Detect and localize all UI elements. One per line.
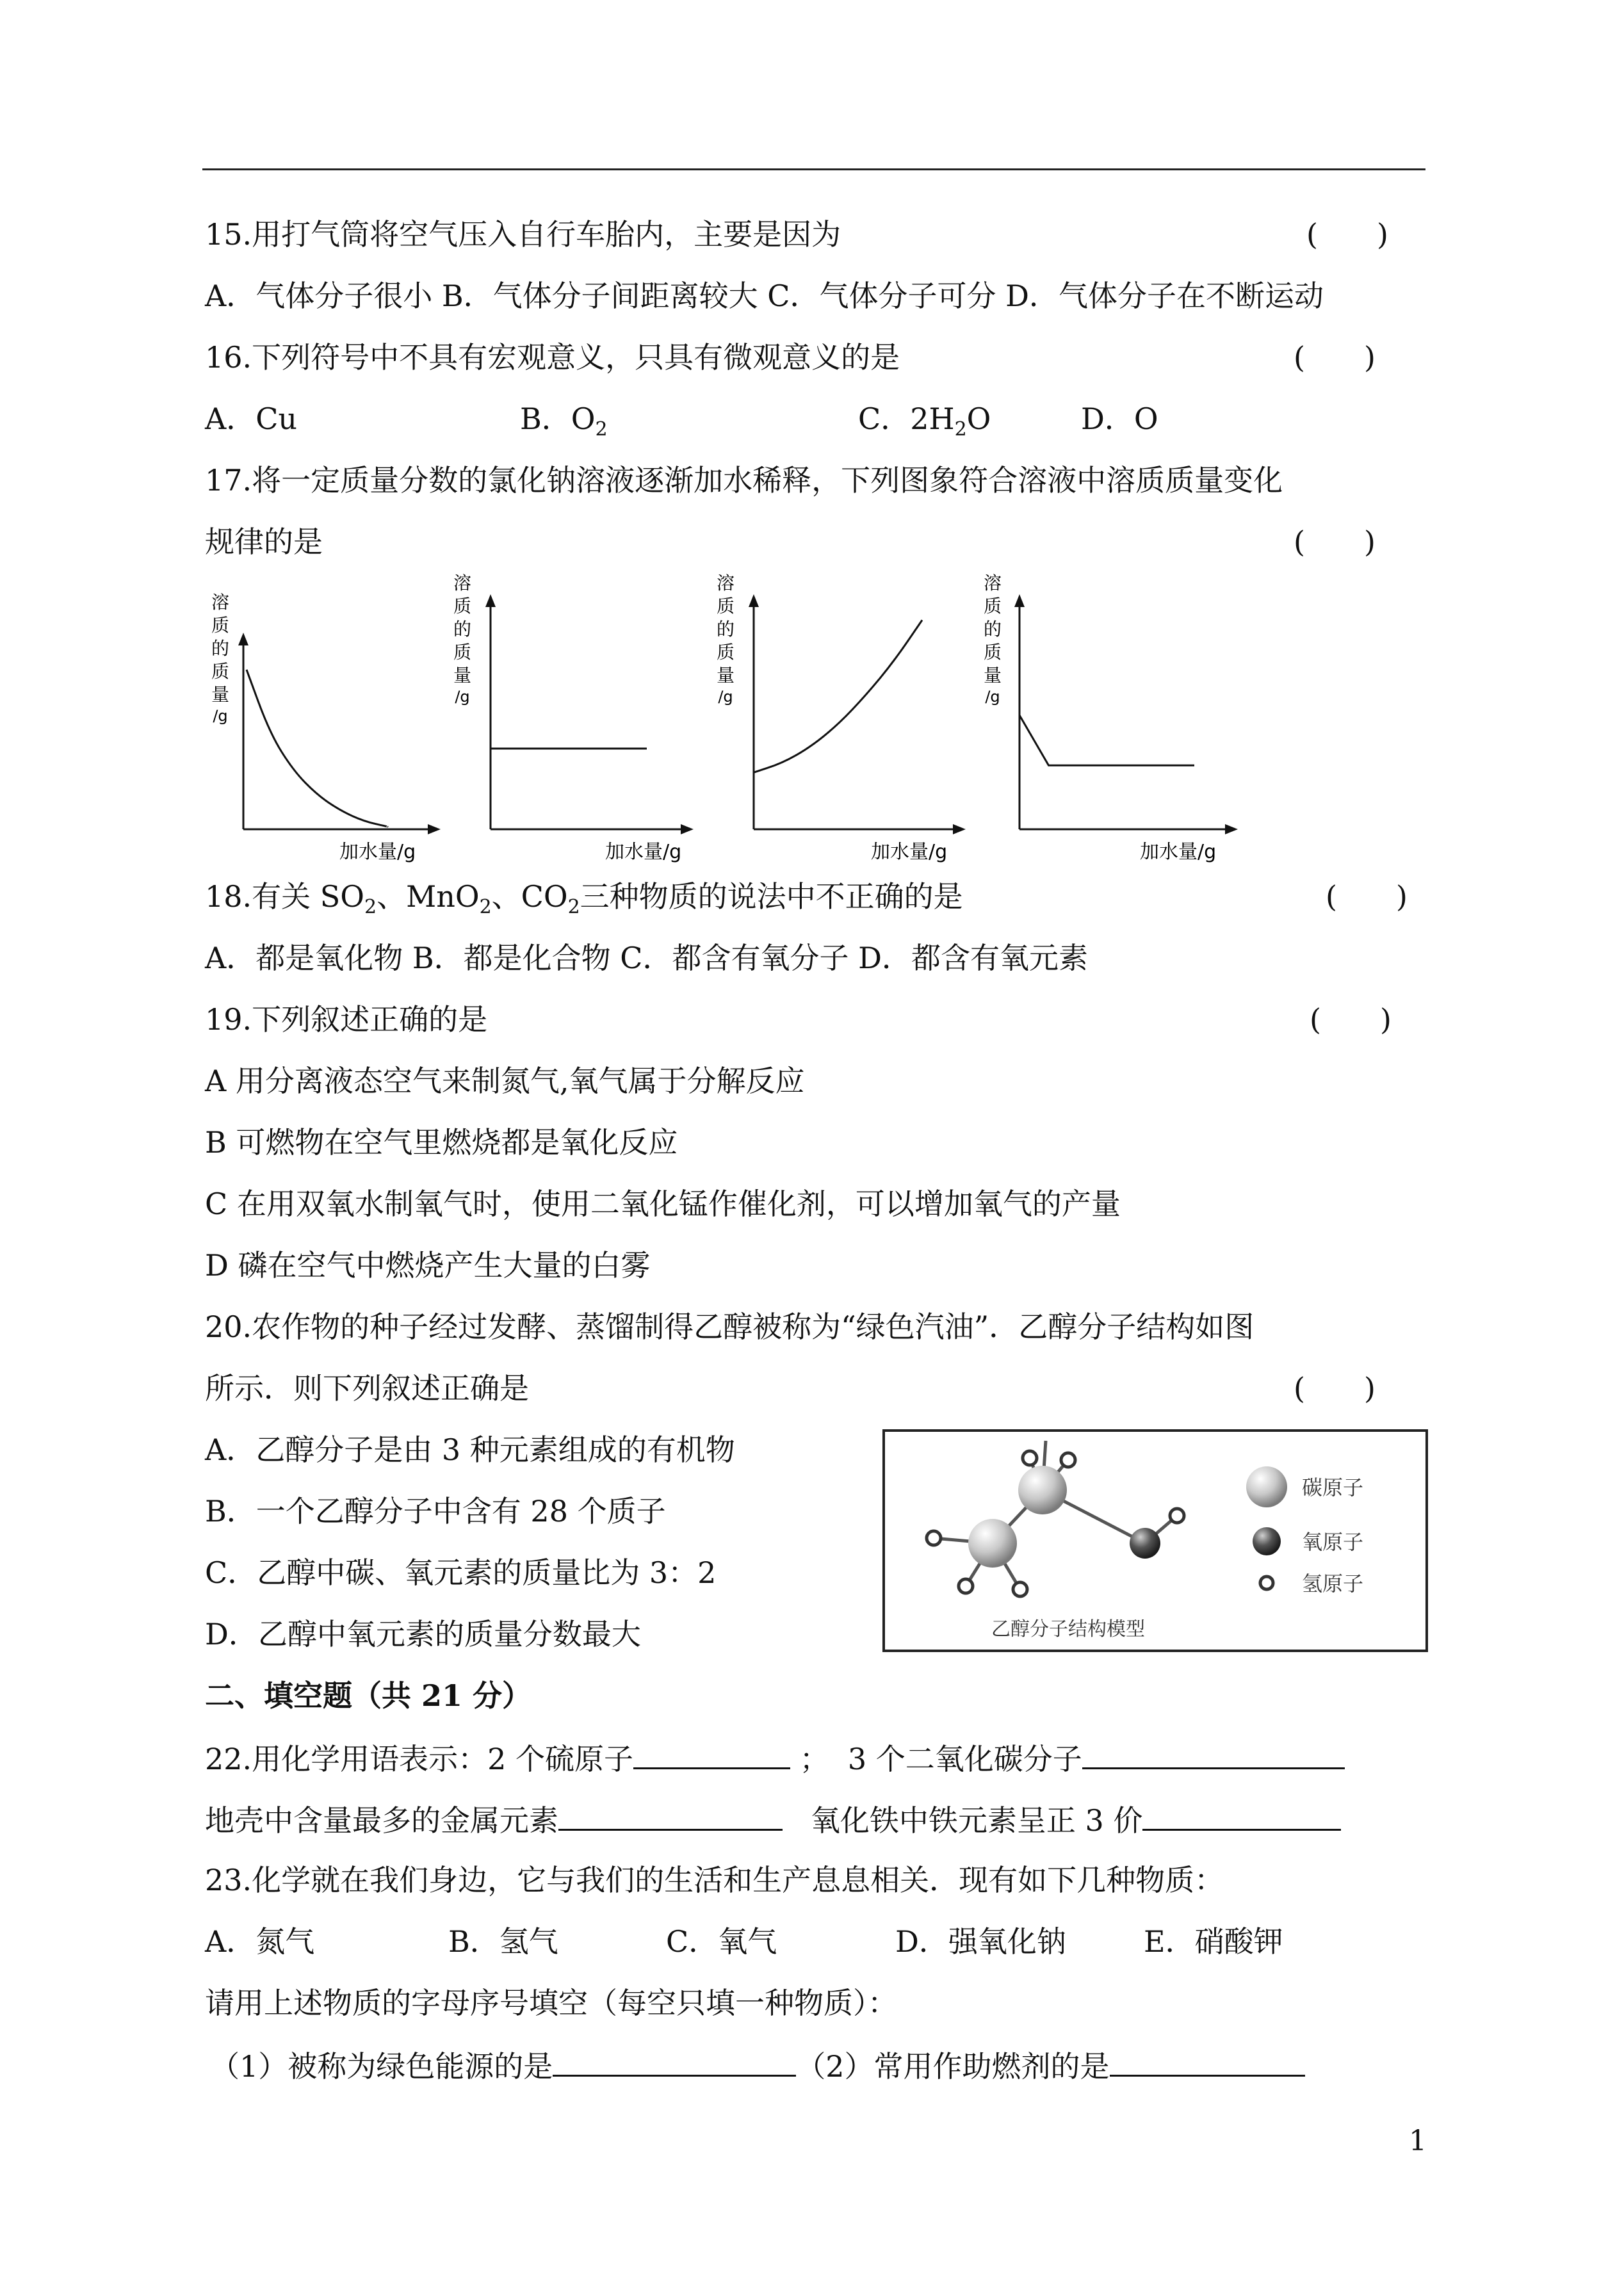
svg-text:/g: /g — [213, 707, 228, 725]
q23-option-d: D．强氧化钠 — [895, 1924, 1066, 1959]
q23-option-c: C．氧气 — [666, 1924, 777, 1959]
svg-text:/g: /g — [455, 688, 470, 706]
x-axis-arrow — [428, 824, 441, 834]
legend-oxygen-label: 氧原子 — [1302, 1530, 1364, 1554]
q16-option-c: C．$2H_2O$ — [858, 401, 991, 441]
q15-answer-paren: ( ) — [1306, 217, 1388, 252]
q20-option-c: C．乙醇中碳、氧元素的质量比为 3：2 — [205, 1555, 717, 1590]
x-axis-label: 加水量/g — [339, 841, 416, 863]
svg-text:量: 量 — [716, 665, 735, 686]
q16-answer-paren: ( ) — [1294, 340, 1376, 375]
q16-option-b: B．$O_2$ — [520, 401, 608, 441]
svg-text:量: 量 — [983, 665, 1002, 686]
q19-stem: 19.下列叙述正确的是 — [205, 1002, 488, 1037]
svg-text:的: 的 — [453, 619, 472, 640]
svg-text:质: 质 — [453, 642, 472, 663]
q19-option-d: D 磷在空气中燃烧产生大量的白雾 — [205, 1248, 651, 1283]
graph-d — [973, 564, 1255, 871]
legend-carbon-label: 碳原子 — [1302, 1475, 1364, 1500]
q20-option-b: B．一个乙醇分子中含有 28 个质子 — [205, 1494, 666, 1529]
svg-text:量: 量 — [453, 665, 472, 686]
x-axis-arrow — [953, 824, 966, 834]
x-axis-label: 加水量/g — [605, 841, 682, 863]
x-axis-label: 加水量/g — [871, 841, 948, 863]
svg-text:溶: 溶 — [983, 572, 1002, 594]
y-axis-arrow — [1014, 594, 1025, 607]
svg-text:的: 的 — [983, 619, 1002, 640]
section-title: 二、填空题（共 21 分） — [205, 1678, 532, 1713]
x-axis-arrow — [1225, 824, 1238, 834]
q20-answer-paren: ( ) — [1294, 1371, 1376, 1406]
hydrogen-atom — [959, 1579, 973, 1593]
q18-answer-paren: ( ) — [1326, 879, 1408, 914]
q17-stem-line2: 规律的是 — [205, 524, 323, 559]
header-rule — [202, 168, 1425, 170]
svg-text:的: 的 — [716, 619, 735, 640]
svg-text:的: 的 — [211, 638, 230, 659]
answer-blank[interactable] — [1110, 2045, 1305, 2077]
y-axis-label — [211, 592, 229, 725]
graph-a — [205, 576, 448, 871]
q23-instruction: 请用上述物质的字母序号填空（每空只填一种物质）： — [205, 1986, 897, 2020]
series-line — [1019, 715, 1194, 765]
q17-answer-paren: ( ) — [1294, 524, 1376, 559]
svg-text:质: 质 — [453, 596, 472, 617]
y-axis-label — [984, 572, 1002, 706]
figure-caption: 乙醇分子结构模型 — [991, 1618, 1145, 1641]
carbon-atom — [1018, 1466, 1067, 1514]
q16-option-a: A．Cu — [205, 401, 298, 436]
q23-option-e: E．硝酸钾 — [1144, 1924, 1283, 1959]
svg-text:溶: 溶 — [211, 592, 230, 613]
answer-blank[interactable] — [1142, 1799, 1341, 1831]
q22-line1: 22.用化学用语表示：2 个硫原子 ； 3 个二氧化碳分子 — [205, 1738, 1345, 1778]
q18-options: A．都是氧化物 B．都是化合物 C．都含有氧分子 D．都含有氧元素 — [205, 941, 1088, 975]
legend-oxygen-icon — [1253, 1527, 1281, 1555]
y-axis-label — [453, 572, 471, 706]
svg-text:质: 质 — [211, 615, 230, 636]
q18-stem: 18.有关 $SO_2$、MnO$_2$、$CO_2$三种物质的说法中不正确的是 — [205, 879, 963, 919]
q20-option-a: A．乙醇分子是由 3 种元素组成的有机物 — [205, 1432, 735, 1467]
y-axis-arrow — [238, 633, 248, 645]
answer-blank[interactable] — [1082, 1738, 1345, 1769]
y-axis-label — [717, 572, 735, 706]
q23-stem: 23.化学就在我们身边，它与我们的生活和生产息息相关．现有如下几种物质： — [205, 1863, 1224, 1897]
q19-answer-paren: ( ) — [1310, 1002, 1392, 1037]
svg-text:/g: /g — [985, 688, 1000, 706]
q17-stem-line1: 17.将一定质量分数的氯化钠溶液逐渐加水稀释，下列图象符合溶液中溶质质量变化 — [205, 463, 1283, 498]
hydrogen-atom — [1061, 1453, 1075, 1467]
answer-blank[interactable] — [633, 1738, 790, 1769]
q20-stem-line2: 所示．则下列叙述正确是 — [205, 1371, 529, 1406]
svg-text:溶: 溶 — [716, 572, 735, 594]
q20-stem-line1: 20.农作物的种子经过发酵、蒸馏制得乙醇被称为“绿色汽油”．乙醇分子结构如图 — [205, 1310, 1255, 1344]
svg-text:质: 质 — [716, 642, 735, 663]
svg-text:质: 质 — [211, 661, 230, 682]
svg-text:量: 量 — [211, 684, 230, 705]
q20-option-d: D．乙醇中氧元素的质量分数最大 — [205, 1617, 641, 1651]
q19-option-a: A 用分离液态空气来制氮气,氧气属于分解反应 — [205, 1064, 805, 1098]
q15-stem: 15.用打气筒将空气压入自行车胎内，主要是因为 — [205, 217, 841, 252]
graph-b — [448, 564, 704, 871]
answer-blank[interactable] — [553, 2045, 796, 2077]
svg-text:溶: 溶 — [453, 572, 472, 594]
q22-line2: 地壳中含量最多的金属元素 氧化铁中铁元素呈正 3 价 — [205, 1799, 1341, 1840]
page-number: 1 — [1409, 2125, 1427, 2157]
x-axis-arrow — [681, 824, 694, 834]
svg-text:质: 质 — [716, 596, 735, 617]
legend-carbon-icon — [1246, 1466, 1287, 1507]
series-line — [754, 620, 922, 772]
y-axis-arrow — [485, 594, 496, 607]
answer-blank[interactable] — [558, 1799, 783, 1831]
series-line — [247, 670, 387, 827]
graph-c — [708, 564, 977, 871]
legend-hydrogen-icon — [1260, 1577, 1273, 1589]
ethanol-model-figure — [882, 1429, 1428, 1652]
q19-option-c: C 在用双氧水制氧气时，使用二氧化锰作催化剂，可以增加氧气的产量 — [205, 1187, 1121, 1221]
svg-text:/g: /g — [718, 688, 733, 706]
hydrogen-atom — [927, 1531, 941, 1545]
q23-subquestions: （1）被称为绿色能源的是 （2）常用作助燃剂的是 — [210, 2045, 1305, 2086]
q16-stem: 16.下列符号中不具有宏观意义，只具有微观意义的是 — [205, 340, 900, 375]
hydrogen-atom — [1023, 1451, 1037, 1465]
hydrogen-atom — [1170, 1509, 1184, 1523]
q23-option-a: A．氮气 — [205, 1924, 315, 1959]
y-axis-arrow — [749, 594, 759, 607]
svg-text:质: 质 — [983, 642, 1002, 663]
legend-hydrogen-label: 氢原子 — [1302, 1571, 1364, 1596]
q19-option-b: B 可燃物在空气里燃烧都是氧化反应 — [205, 1125, 678, 1160]
q15-options: A．气体分子很小 B．气体分子间距离较大 C．气体分子可分 D．气体分子在不断运动 — [205, 279, 1324, 313]
q16-option-d: D．O — [1081, 401, 1158, 436]
carbon-atom — [968, 1519, 1017, 1568]
q23-option-b: B．氢气 — [448, 1924, 558, 1959]
x-axis-label: 加水量/g — [1140, 841, 1217, 863]
oxygen-atom — [1130, 1528, 1160, 1559]
hydrogen-atom — [1013, 1582, 1027, 1596]
svg-text:质: 质 — [983, 596, 1002, 617]
